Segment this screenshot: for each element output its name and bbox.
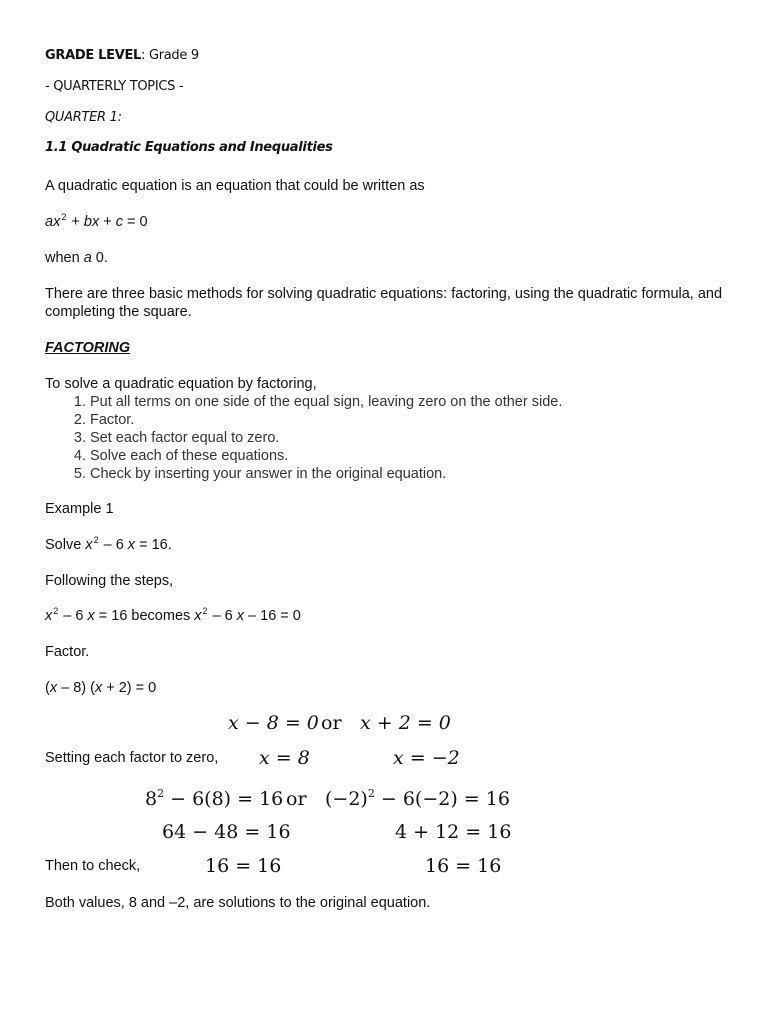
check-b-step3: 16 = 16 [425,855,502,877]
check-b-step1: $(-2)^2 - 6(-2) = 16$ [325,787,510,810]
or-word: or [321,712,342,734]
factor-equation-a: x − 8 = 0 [228,712,319,734]
factoring-heading: FACTORING [45,340,131,356]
then-check-text: Then to check, [45,858,141,874]
following-text: Following the steps, [45,573,174,589]
methods-paragraph: There are three basic methods for solving quadratic equations: factoring, using the quadratic formula, and completing the square. [45,286,723,320]
solution-a: x = 8 [259,747,310,769]
list-item: 1. Put all terms on one side of the equal sign, leaving zero on the other side. [90,393,562,411]
conclusion-text: Both values, 8 and –2, are solutions to the original equation. [45,895,431,911]
factor-label: Factor. [45,644,90,660]
solution-b: x = −2 [393,747,460,769]
factoring-lead: To solve a quadratic equation by factoring, [45,376,317,392]
intro-text: A quadratic equation is an equation that could be written as [45,178,425,194]
list-item: 5. Check by inserting your answer in the original equation. [90,465,562,483]
list-item: 3. Set each factor equal to zero. [90,429,562,447]
quarterly-topics: - QUARTERLY TOPICS - [45,79,184,94]
grade-level-line [45,47,199,65]
grade-level-value: : Grade 9 [141,48,199,63]
example-title: Example 1 [45,501,114,517]
factor-equation-b: x + 2 = 0 [360,712,451,734]
or-word: or [286,788,307,810]
factored-equation: (x – 8) (x + 2) = 0 [45,680,157,696]
rearranged-equation: $x^2 - 6$ x = 16 becomes $x^2 - 6$ x – 16 = 0 [45,606,301,624]
grade-level-label: GRADE LEVEL [45,48,142,63]
section-heading: 1.1 Quadratic Equations and Inequalities [45,140,333,155]
list-item: 4. Solve each of these equations. [90,447,562,465]
factoring-steps [45,393,562,483]
check-a-step1: $8^2 - 6(8) = 16$ [145,787,284,810]
setting-text: Setting each factor to zero, [45,750,219,766]
quarter-heading: QUARTER 1: [45,110,122,125]
check-a-step2: 64 − 48 = 16 [162,821,291,843]
check-b-step2: 4 + 12 = 16 [395,821,512,843]
check-a-step3: 16 = 16 [205,855,282,877]
list-item: 2. Factor. [90,411,562,429]
example-problem: Solve $x^2 - 6$ x = 16. [45,535,172,553]
condition-text: when a 0. [45,250,108,266]
general-equation: $ax^2$ + bx + c = 0 [45,212,148,230]
